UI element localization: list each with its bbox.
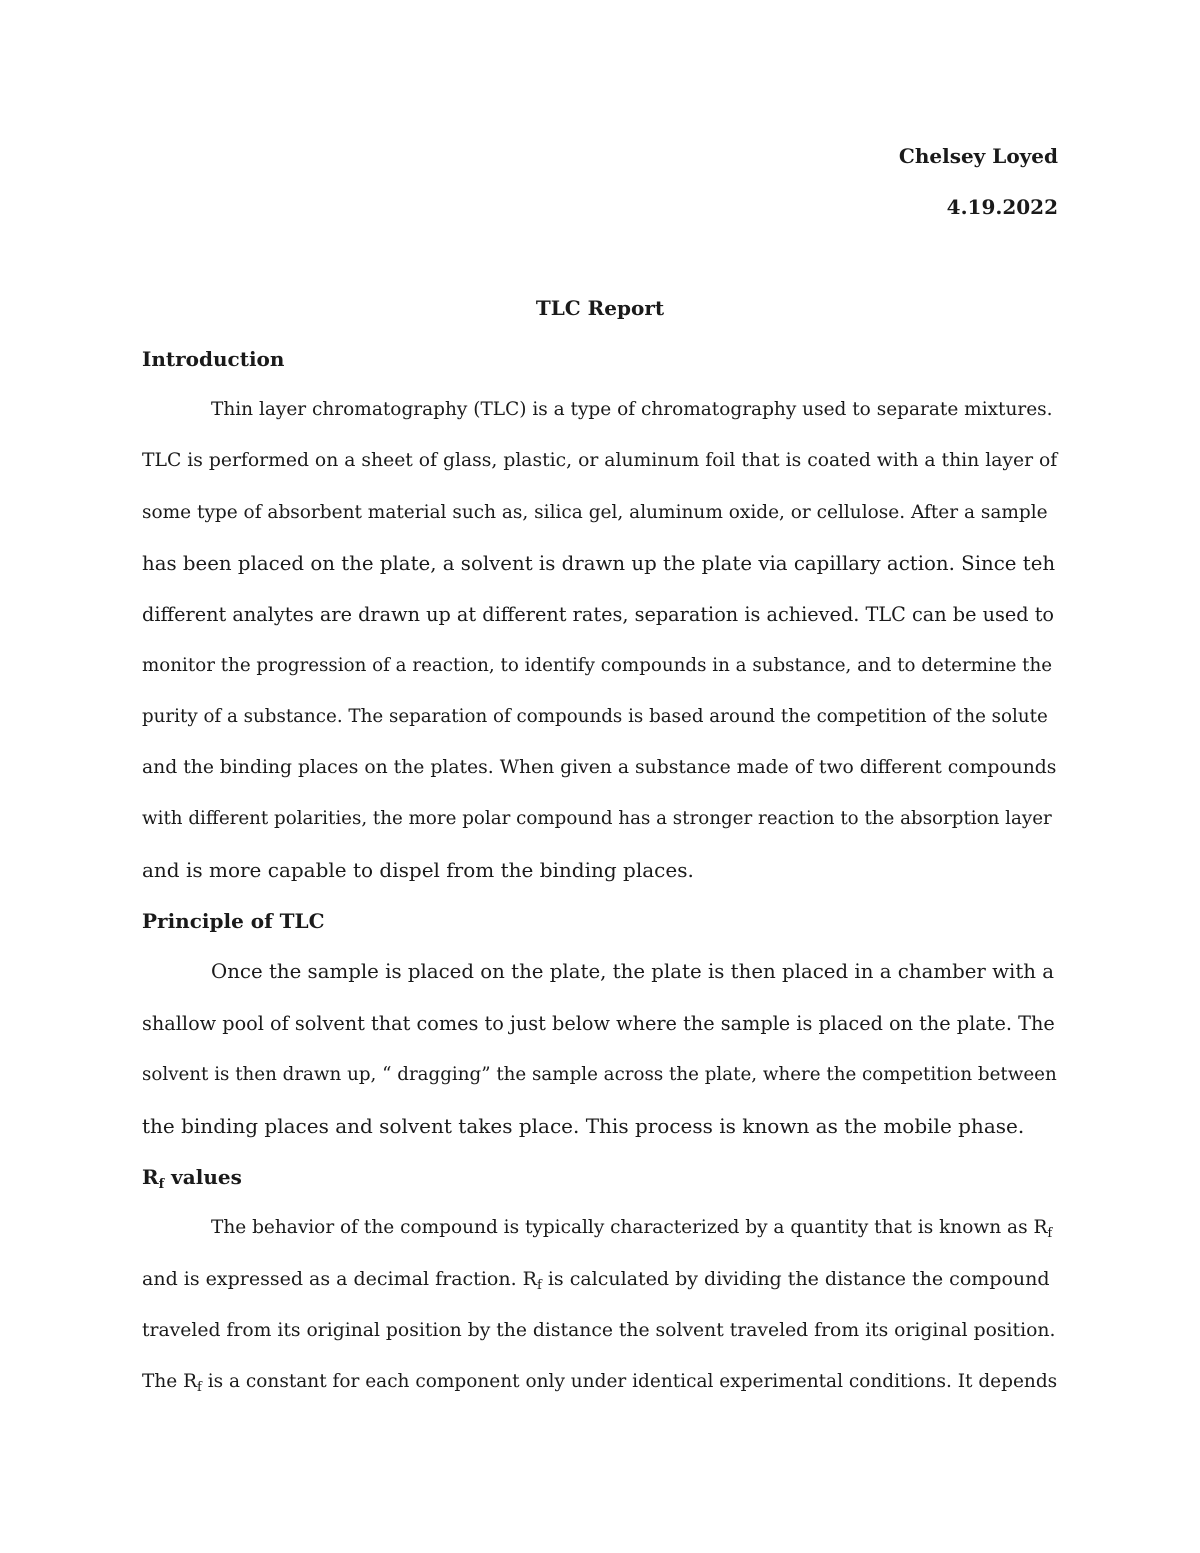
rf-line: traveled from its original position by the distance the solvent traveled from its original position. xyxy=(142,1320,1056,1341)
rf-line xyxy=(142,1266,1050,1292)
principle-line: shallow pool of solvent that comes to just below where the sample is placed on the plate. The xyxy=(142,1012,1055,1035)
rf-heading-main: R xyxy=(142,1165,159,1189)
rf-line-text: and is expressed as a decimal fraction. R xyxy=(142,1268,537,1290)
rf-line-text: is a constant for each component only under identical experimental conditions. It depends xyxy=(201,1371,1058,1392)
rf-line xyxy=(211,1215,1052,1241)
rf-subscript: f xyxy=(197,1380,202,1395)
rf-heading-rest: values xyxy=(164,1165,242,1189)
rf-line-text: The behavior of the compound is typically characterized by a quantity that is known as R xyxy=(211,1217,1048,1238)
rf-subscript: f xyxy=(536,1278,542,1293)
introduction-line: has been placed on the plate, a solvent is drawn up the plate via capillary action. Since teh xyxy=(142,552,1056,575)
principle-heading: Principle of TLC xyxy=(142,909,325,933)
author-name: Chelsey Loyed xyxy=(898,144,1058,168)
introduction-line: TLC is performed on a sheet of glass, plastic, or aluminum foil that is coated with a thin layer of xyxy=(142,450,1058,471)
introduction-line: and is more capable to dispel from the binding places. xyxy=(142,858,694,882)
page-title: TLC Report xyxy=(535,296,665,320)
rf-values-heading xyxy=(142,1164,242,1190)
rf-line-text: The R xyxy=(142,1371,198,1392)
principle-line: solvent is then drawn up, “ dragging” the sample across the plate, where the competition between xyxy=(142,1064,1057,1085)
report-date: 4.19.2022 xyxy=(946,195,1058,219)
introduction-line: with different polarities, the more polar compound has a stronger reaction to the absorption layer xyxy=(142,808,1052,829)
principle-line: the binding places and solvent takes place. This process is known as the mobile phase. xyxy=(142,1114,1025,1138)
principle-line: Once the sample is placed on the plate, the plate is then placed in a chamber with a xyxy=(211,960,1055,983)
rf-heading-subscript: f xyxy=(158,1177,165,1192)
introduction-line: monitor the progression of a reaction, to identify compounds in a substance, and to determine the xyxy=(142,655,1053,676)
introduction-line: Thin layer chromatography (TLC) is a type of chromatography used to separate mixtures. xyxy=(211,399,1053,420)
introduction-line: purity of a substance. The separation of compounds is based around the competition of the solute xyxy=(142,706,1048,727)
introduction-line: and the binding places on the plates. When given a substance made of two different compounds xyxy=(142,757,1057,778)
introduction-line: some type of absorbent material such as, silica gel, aluminum oxide, or cellulose. After a sample xyxy=(142,502,1048,523)
rf-line-text: is calculated by dividing the distance the compound xyxy=(541,1268,1050,1290)
rf-line xyxy=(142,1369,1057,1395)
introduction-line: different analytes are drawn up at different rates, separation is achieved. TLC can be used to xyxy=(142,603,1055,626)
introduction-heading: Introduction xyxy=(142,347,285,371)
rf-subscript: f xyxy=(1047,1226,1053,1241)
